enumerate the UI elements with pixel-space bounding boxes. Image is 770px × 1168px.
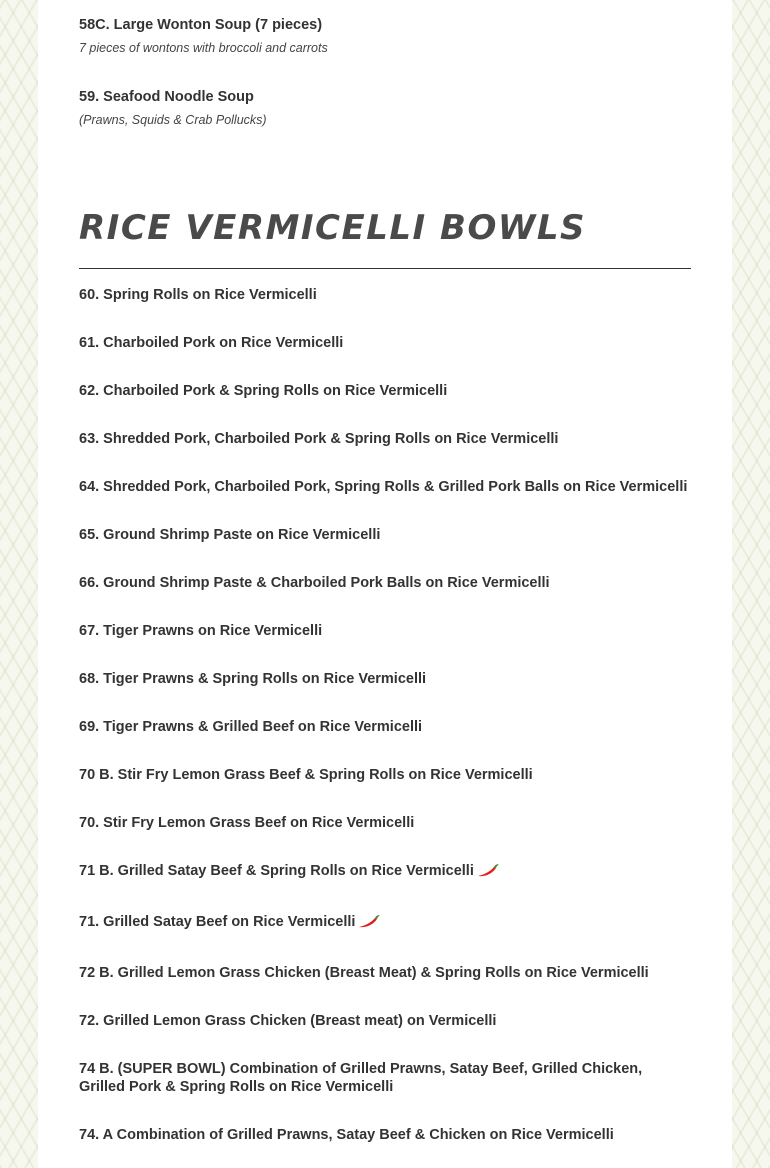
menu-item-67 <box>79 622 691 640</box>
chili-pepper-icon <box>358 914 380 928</box>
menu-item-title: 70 B. Stir Fry Lemon Grass Beef & Spring Rolls on Rice Vermicelli <box>79 767 533 783</box>
section-divider <box>79 268 691 269</box>
menu-panel <box>38 0 732 1168</box>
menu-item-title: 60. Spring Rolls on Rice Vermicelli <box>79 287 317 303</box>
menu-item-64 <box>79 478 691 496</box>
menu-item-title: 65. Ground Shrimp Paste on Rice Vermicelli <box>79 527 381 543</box>
menu-item-title: 63. Shredded Pork, Charboiled Pork & Spring Rolls on Rice Vermicelli <box>79 431 559 447</box>
menu-item-70 <box>79 814 691 832</box>
menu-item-74 <box>79 1126 691 1144</box>
menu-item-62 <box>79 382 691 400</box>
menu-item-title: 62. Charboiled Pork & Spring Rolls on Rice Vermicelli <box>79 383 448 399</box>
menu-item-title: 59. Seafood Noodle Soup <box>79 89 254 105</box>
menu-item-70b <box>79 766 691 784</box>
menu-item-59 <box>79 88 691 128</box>
menu-item-description: (Prawns, Squids & Crab Pollucks) <box>79 113 267 127</box>
menu-item-title: 71 B. Grilled Satay Beef & Spring Rolls on Rice Vermicelli <box>79 863 474 879</box>
menu-item-title: 67. Tiger Prawns on Rice Vermicelli <box>79 623 323 639</box>
chili-pepper-icon <box>477 863 499 877</box>
menu-item-title: 74 B. (SUPER BOWL) Combination of Grilled Prawns, Satay Beef, Grilled Chicken, Grilled Pork & Spring Rolls on Rice Vermicelli <box>79 1061 643 1095</box>
menu-item-69 <box>79 718 691 736</box>
menu-item-72 <box>79 1012 691 1030</box>
menu-item-title: 69. Tiger Prawns & Grilled Beef on Rice Vermicelli <box>79 719 423 735</box>
menu-item-title: 64. Shredded Pork, Charboiled Pork, Spring Rolls & Grilled Pork Balls on Rice Vermicelli <box>79 479 688 495</box>
menu-item-68 <box>79 670 691 688</box>
menu-item-72b <box>79 964 691 982</box>
menu-item-63 <box>79 430 691 448</box>
menu-item-description: 7 pieces of wontons with broccoli and carrots <box>79 41 328 55</box>
menu-item-title: 72 B. Grilled Lemon Grass Chicken (Breast Meat) & Spring Rolls on Rice Vermicelli <box>79 965 649 981</box>
menu-item-title: 71. Grilled Satay Beef on Rice Vermicelli <box>79 914 356 930</box>
menu-item-71b <box>79 862 691 880</box>
menu-item-title: 68. Tiger Prawns & Spring Rolls on Rice Vermicelli <box>79 671 427 687</box>
menu-item-66 <box>79 574 691 592</box>
menu-item-title: 61. Charboiled Pork on Rice Vermicelli <box>79 335 344 351</box>
menu-item-title: 70. Stir Fry Lemon Grass Beef on Rice Vermicelli <box>79 815 415 831</box>
menu-item-74b <box>79 1060 691 1096</box>
menu-item-65 <box>79 526 691 544</box>
section-title: RICE VERMICELLI BOWLS <box>79 208 587 248</box>
menu-item-61 <box>79 334 691 352</box>
menu-item-title: 72. Grilled Lemon Grass Chicken (Breast meat) on Vermicelli <box>79 1013 497 1029</box>
menu-item-58c <box>79 16 691 56</box>
menu-item-title: 66. Ground Shrimp Paste & Charboiled Pork Balls on Rice Vermicelli <box>79 575 550 591</box>
menu-item-71 <box>79 913 691 931</box>
menu-item-title: 58C. Large Wonton Soup (7 pieces) <box>79 17 323 33</box>
menu-item-60 <box>79 286 691 304</box>
menu-item-title: 74. A Combination of Grilled Prawns, Satay Beef & Chicken on Rice Vermicelli <box>79 1127 614 1143</box>
